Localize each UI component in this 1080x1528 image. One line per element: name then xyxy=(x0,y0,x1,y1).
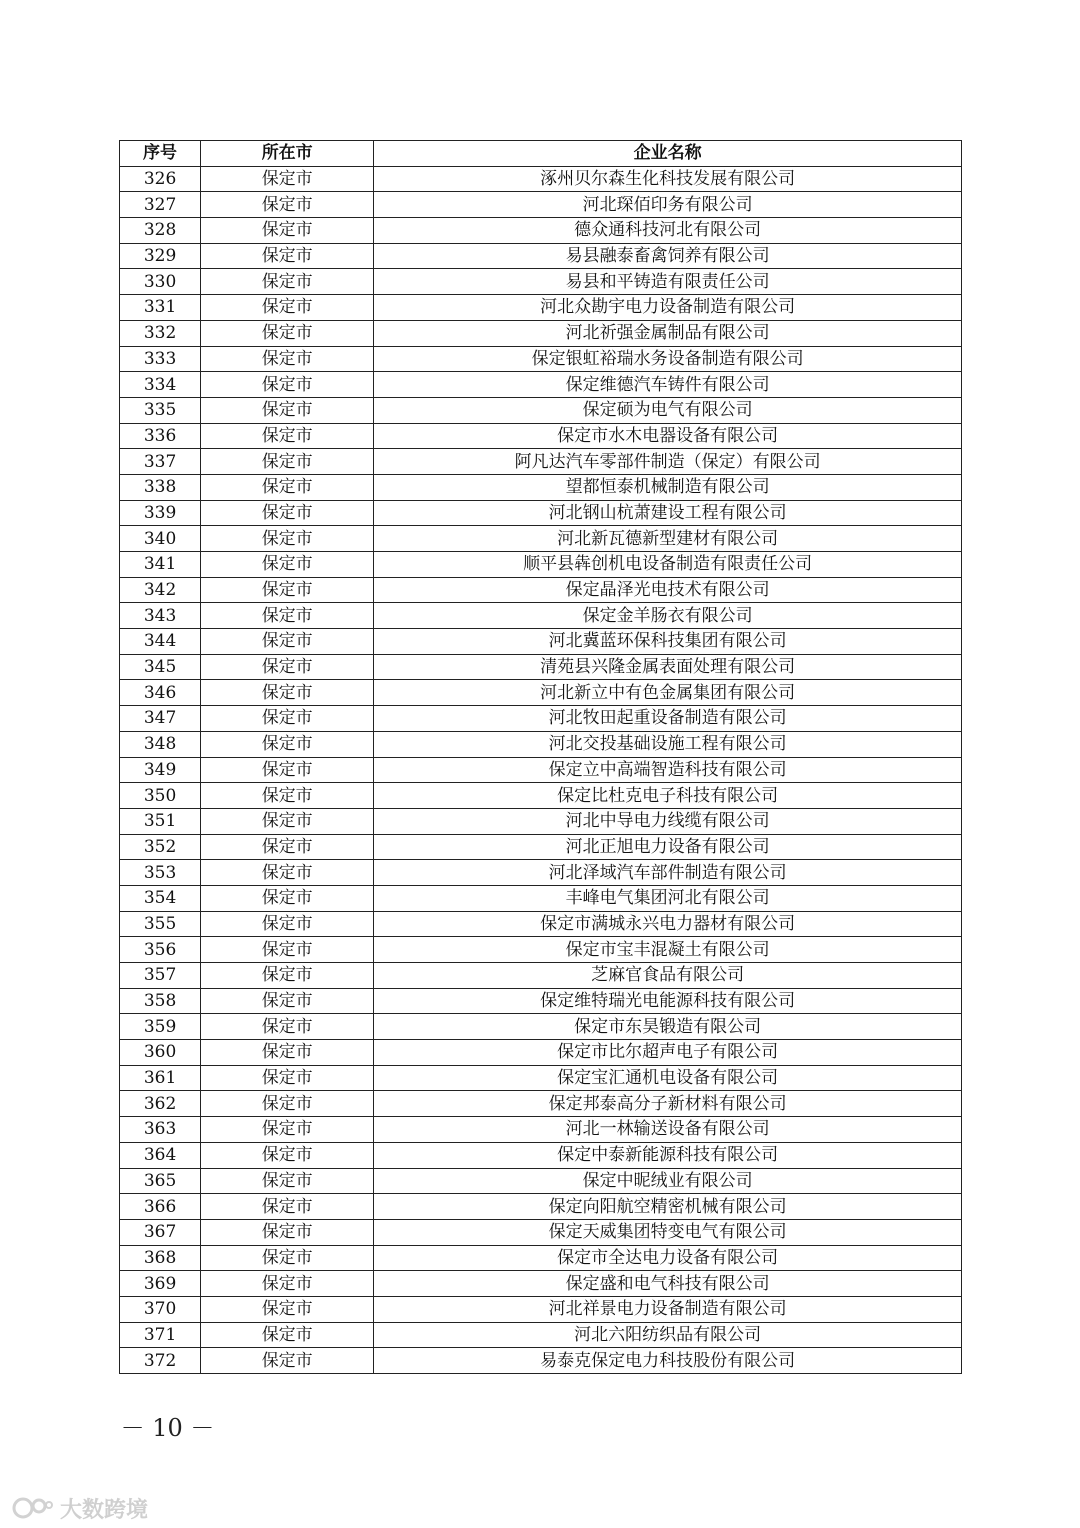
cell-serial-number: 331 xyxy=(120,295,201,321)
cell-company-name: 保定盛和电气科技有限公司 xyxy=(374,1271,962,1297)
cell-company-name: 顺平县犇创机电设备制造有限责任公司 xyxy=(374,552,962,578)
cell-serial-number: 363 xyxy=(120,1117,201,1143)
table-row xyxy=(120,783,962,809)
cell-serial-number: 370 xyxy=(120,1296,201,1322)
cell-city: 保定市 xyxy=(201,885,374,911)
header-company-name: 企业名称 xyxy=(374,141,962,167)
cell-serial-number: 372 xyxy=(120,1348,201,1374)
cell-city: 保定市 xyxy=(201,1142,374,1168)
cell-company-name: 德众通科技河北有限公司 xyxy=(374,218,962,244)
cell-serial-number: 345 xyxy=(120,654,201,680)
table-row xyxy=(120,449,962,475)
cell-company-name: 保定比杜克电子科技有限公司 xyxy=(374,783,962,809)
cell-serial-number: 338 xyxy=(120,474,201,500)
cell-city: 保定市 xyxy=(201,1065,374,1091)
cell-serial-number: 357 xyxy=(120,963,201,989)
cell-city: 保定市 xyxy=(201,1245,374,1271)
table-row xyxy=(120,474,962,500)
table-row xyxy=(120,1296,962,1322)
cell-company-name: 易泰克保定电力科技股份有限公司 xyxy=(374,1348,962,1374)
cell-company-name: 河北牧田起重设备制造有限公司 xyxy=(374,706,962,732)
cell-city: 保定市 xyxy=(201,731,374,757)
cell-city: 保定市 xyxy=(201,1091,374,1117)
table-row xyxy=(120,706,962,732)
cell-company-name: 河北泽域汽车部件制造有限公司 xyxy=(374,860,962,886)
cell-serial-number: 351 xyxy=(120,808,201,834)
cell-city: 保定市 xyxy=(201,320,374,346)
cell-serial-number: 329 xyxy=(120,243,201,269)
table-row xyxy=(120,1014,962,1040)
cell-company-name: 河北一林输送设备有限公司 xyxy=(374,1117,962,1143)
table-row xyxy=(120,1117,962,1143)
cell-company-name: 保定晶泽光电技术有限公司 xyxy=(374,577,962,603)
cell-city: 保定市 xyxy=(201,552,374,578)
table-row xyxy=(120,320,962,346)
cell-serial-number: 358 xyxy=(120,988,201,1014)
cell-city: 保定市 xyxy=(201,963,374,989)
cell-serial-number: 364 xyxy=(120,1142,201,1168)
table-row xyxy=(120,397,962,423)
cell-serial-number: 342 xyxy=(120,577,201,603)
cell-serial-number: 352 xyxy=(120,834,201,860)
cell-city: 保定市 xyxy=(201,757,374,783)
cell-serial-number: 339 xyxy=(120,500,201,526)
cell-company-name: 河北琛佰印务有限公司 xyxy=(374,192,962,218)
cell-serial-number: 327 xyxy=(120,192,201,218)
table-row xyxy=(120,526,962,552)
cell-company-name: 保定市宝丰混凝土有限公司 xyxy=(374,937,962,963)
cell-company-name: 保定立中高端智造科技有限公司 xyxy=(374,757,962,783)
cell-serial-number: 359 xyxy=(120,1014,201,1040)
cell-city: 保定市 xyxy=(201,500,374,526)
table-row xyxy=(120,577,962,603)
cell-city: 保定市 xyxy=(201,706,374,732)
cell-serial-number: 362 xyxy=(120,1091,201,1117)
cell-company-name: 河北祈强金属制品有限公司 xyxy=(374,320,962,346)
cell-city: 保定市 xyxy=(201,192,374,218)
cell-city: 保定市 xyxy=(201,1168,374,1194)
table-row xyxy=(120,500,962,526)
cell-company-name: 保定维特瑞光电能源科技有限公司 xyxy=(374,988,962,1014)
cell-serial-number: 349 xyxy=(120,757,201,783)
table-row xyxy=(120,1168,962,1194)
table-row xyxy=(120,860,962,886)
table-header-row xyxy=(120,141,962,167)
cell-serial-number: 371 xyxy=(120,1322,201,1348)
cell-serial-number: 333 xyxy=(120,346,201,372)
brand-logo-icon xyxy=(12,1494,54,1522)
watermark xyxy=(12,1494,148,1522)
cell-city: 保定市 xyxy=(201,1117,374,1143)
cell-city: 保定市 xyxy=(201,346,374,372)
cell-city: 保定市 xyxy=(201,372,374,398)
cell-serial-number: 353 xyxy=(120,860,201,886)
cell-serial-number: 360 xyxy=(120,1040,201,1066)
cell-city: 保定市 xyxy=(201,860,374,886)
cell-city: 保定市 xyxy=(201,603,374,629)
cell-company-name: 河北中导电力线缆有限公司 xyxy=(374,808,962,834)
cell-company-name: 保定金羊肠衣有限公司 xyxy=(374,603,962,629)
cell-company-name: 清苑县兴隆金属表面处理有限公司 xyxy=(374,654,962,680)
cell-company-name: 河北众勘宇电力设备制造有限公司 xyxy=(374,295,962,321)
cell-company-name: 河北新立中有色金属集团有限公司 xyxy=(374,680,962,706)
cell-company-name: 保定向阳航空精密机械有限公司 xyxy=(374,1194,962,1220)
table-row xyxy=(120,834,962,860)
cell-company-name: 河北钢山杭萧建设工程有限公司 xyxy=(374,500,962,526)
cell-city: 保定市 xyxy=(201,295,374,321)
cell-company-name: 河北交投基础设施工程有限公司 xyxy=(374,731,962,757)
cell-city: 保定市 xyxy=(201,680,374,706)
cell-serial-number: 347 xyxy=(120,706,201,732)
table-row xyxy=(120,680,962,706)
table-row xyxy=(120,808,962,834)
cell-company-name: 易县融泰畜禽饲养有限公司 xyxy=(374,243,962,269)
cell-company-name: 望都恒泰机械制造有限公司 xyxy=(374,474,962,500)
table-row xyxy=(120,1065,962,1091)
cell-city: 保定市 xyxy=(201,654,374,680)
cell-serial-number: 344 xyxy=(120,629,201,655)
table-row xyxy=(120,603,962,629)
cell-city: 保定市 xyxy=(201,783,374,809)
cell-company-name: 河北祥景电力设备制造有限公司 xyxy=(374,1296,962,1322)
table-row xyxy=(120,1091,962,1117)
table-row xyxy=(120,1194,962,1220)
table-row xyxy=(120,295,962,321)
cell-serial-number: 330 xyxy=(120,269,201,295)
table-row xyxy=(120,654,962,680)
cell-company-name: 保定天威集团特变电气有限公司 xyxy=(374,1219,962,1245)
table-row xyxy=(120,937,962,963)
table-body xyxy=(120,166,962,1373)
table-row xyxy=(120,552,962,578)
cell-company-name: 河北六阳纺织品有限公司 xyxy=(374,1322,962,1348)
cell-city: 保定市 xyxy=(201,1296,374,1322)
cell-serial-number: 367 xyxy=(120,1219,201,1245)
table-row xyxy=(120,1040,962,1066)
cell-company-name: 阿凡达汽车零部件制造（保定）有限公司 xyxy=(374,449,962,475)
cell-company-name: 保定硕为电气有限公司 xyxy=(374,397,962,423)
table-row xyxy=(120,166,962,192)
cell-serial-number: 369 xyxy=(120,1271,201,1297)
table-row xyxy=(120,1219,962,1245)
cell-company-name: 涿州贝尔森生化科技发展有限公司 xyxy=(374,166,962,192)
cell-company-name: 保定市东昊锻造有限公司 xyxy=(374,1014,962,1040)
page-number: － 10 － xyxy=(120,1414,215,1442)
cell-company-name: 保定中昵绒业有限公司 xyxy=(374,1168,962,1194)
cell-serial-number: 340 xyxy=(120,526,201,552)
table-row xyxy=(120,1271,962,1297)
table-row xyxy=(120,731,962,757)
cell-city: 保定市 xyxy=(201,1348,374,1374)
cell-city: 保定市 xyxy=(201,218,374,244)
cell-company-name: 保定宝汇通机电设备有限公司 xyxy=(374,1065,962,1091)
cell-city: 保定市 xyxy=(201,808,374,834)
cell-company-name: 河北冀蓝环保科技集团有限公司 xyxy=(374,629,962,655)
cell-city: 保定市 xyxy=(201,834,374,860)
table-row xyxy=(120,218,962,244)
cell-city: 保定市 xyxy=(201,937,374,963)
table-row xyxy=(120,911,962,937)
cell-city: 保定市 xyxy=(201,629,374,655)
cell-city: 保定市 xyxy=(201,988,374,1014)
cell-city: 保定市 xyxy=(201,1040,374,1066)
cell-serial-number: 361 xyxy=(120,1065,201,1091)
header-city: 所在市 xyxy=(201,141,374,167)
cell-city: 保定市 xyxy=(201,449,374,475)
cell-serial-number: 354 xyxy=(120,885,201,911)
cell-serial-number: 334 xyxy=(120,372,201,398)
table-row xyxy=(120,346,962,372)
table-row xyxy=(120,885,962,911)
cell-company-name: 保定市比尔超声电子有限公司 xyxy=(374,1040,962,1066)
cell-serial-number: 328 xyxy=(120,218,201,244)
cell-city: 保定市 xyxy=(201,577,374,603)
watermark-text: 大数跨境 xyxy=(60,1497,149,1523)
cell-city: 保定市 xyxy=(201,1194,374,1220)
cell-company-name: 保定市全达电力设备有限公司 xyxy=(374,1245,962,1271)
table-row xyxy=(120,1348,962,1374)
cell-city: 保定市 xyxy=(201,1271,374,1297)
cell-company-name: 丰峰电气集团河北有限公司 xyxy=(374,885,962,911)
cell-serial-number: 346 xyxy=(120,680,201,706)
table-row xyxy=(120,1245,962,1271)
cell-city: 保定市 xyxy=(201,474,374,500)
cell-serial-number: 348 xyxy=(120,731,201,757)
cell-company-name: 保定维德汽车铸件有限公司 xyxy=(374,372,962,398)
cell-company-name: 芝麻官食品有限公司 xyxy=(374,963,962,989)
cell-city: 保定市 xyxy=(201,269,374,295)
cell-serial-number: 336 xyxy=(120,423,201,449)
table-row xyxy=(120,423,962,449)
cell-serial-number: 341 xyxy=(120,552,201,578)
cell-company-name: 保定中泰新能源科技有限公司 xyxy=(374,1142,962,1168)
table-row xyxy=(120,963,962,989)
enterprise-table xyxy=(119,140,962,1374)
cell-company-name: 河北新瓦德新型建材有限公司 xyxy=(374,526,962,552)
cell-city: 保定市 xyxy=(201,397,374,423)
cell-serial-number: 337 xyxy=(120,449,201,475)
cell-company-name: 河北正旭电力设备有限公司 xyxy=(374,834,962,860)
cell-city: 保定市 xyxy=(201,423,374,449)
table-row xyxy=(120,757,962,783)
table-row xyxy=(120,192,962,218)
cell-serial-number: 335 xyxy=(120,397,201,423)
cell-serial-number: 350 xyxy=(120,783,201,809)
table-row xyxy=(120,1142,962,1168)
table-row xyxy=(120,1322,962,1348)
cell-city: 保定市 xyxy=(201,1219,374,1245)
cell-company-name: 保定市水木电器设备有限公司 xyxy=(374,423,962,449)
cell-company-name: 保定市满城永兴电力器材有限公司 xyxy=(374,911,962,937)
cell-serial-number: 332 xyxy=(120,320,201,346)
cell-serial-number: 366 xyxy=(120,1194,201,1220)
cell-city: 保定市 xyxy=(201,911,374,937)
cell-company-name: 易县和平铸造有限责任公司 xyxy=(374,269,962,295)
cell-company-name: 保定银虹裕瑞水务设备制造有限公司 xyxy=(374,346,962,372)
cell-serial-number: 356 xyxy=(120,937,201,963)
cell-city: 保定市 xyxy=(201,243,374,269)
cell-serial-number: 368 xyxy=(120,1245,201,1271)
cell-city: 保定市 xyxy=(201,526,374,552)
table-row xyxy=(120,988,962,1014)
cell-serial-number: 343 xyxy=(120,603,201,629)
table-row xyxy=(120,269,962,295)
cell-serial-number: 355 xyxy=(120,911,201,937)
table-row xyxy=(120,629,962,655)
cell-company-name: 保定邦泰高分子新材料有限公司 xyxy=(374,1091,962,1117)
cell-serial-number: 365 xyxy=(120,1168,201,1194)
table-row xyxy=(120,372,962,398)
cell-city: 保定市 xyxy=(201,1014,374,1040)
cell-city: 保定市 xyxy=(201,166,374,192)
cell-serial-number: 326 xyxy=(120,166,201,192)
cell-city: 保定市 xyxy=(201,1322,374,1348)
header-serial-number: 序号 xyxy=(120,141,201,167)
table-row xyxy=(120,243,962,269)
